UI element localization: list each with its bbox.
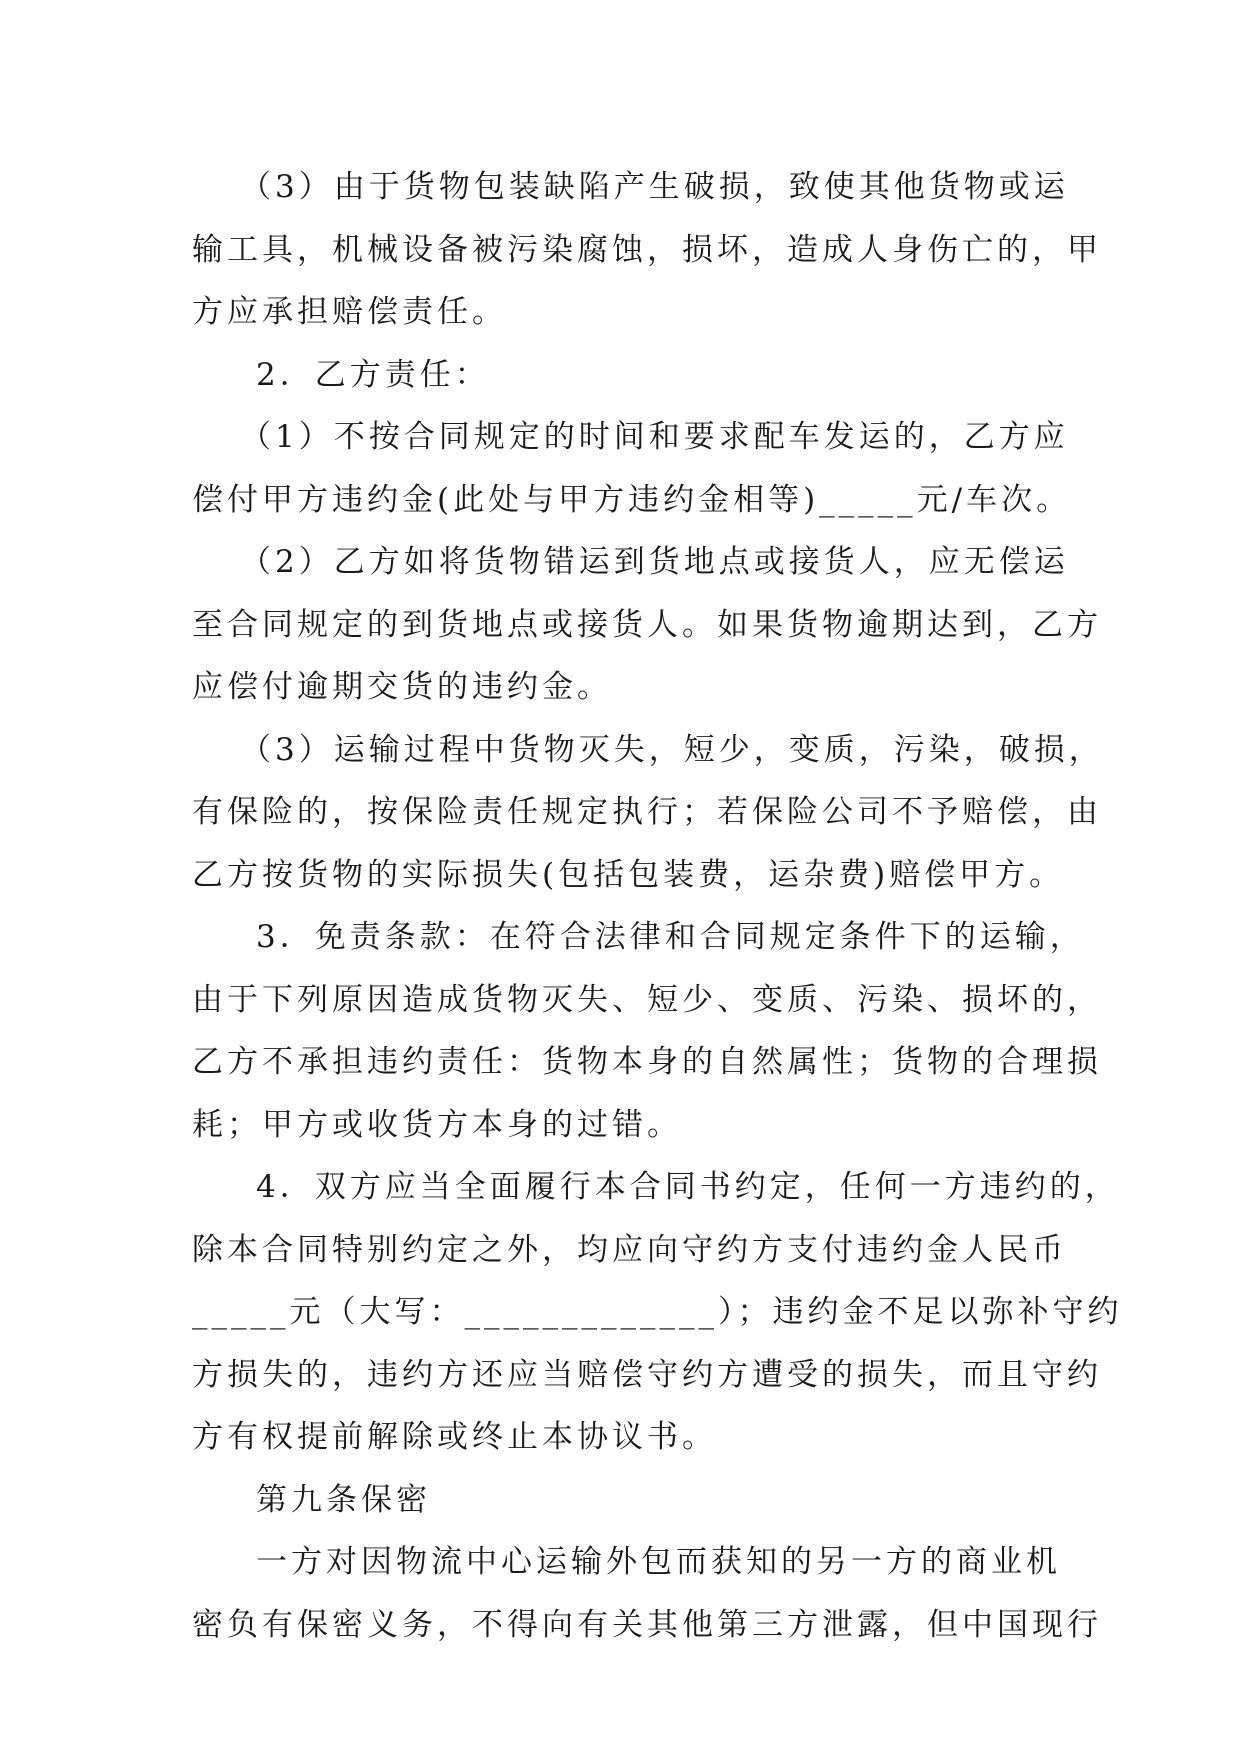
paragraph-line: 至合同规定的到货地点或接货人。如果货物逾期达到，乙方: [192, 606, 1102, 643]
paragraph-line: 偿付甲方违约金(此处与甲方违约金相等)_____元/车次。: [192, 481, 1072, 518]
document-body: [192, 156, 1123, 1656]
paragraph-line: 有保险的，按保险责任规定执行；若保险公司不予赔偿，由: [192, 794, 1102, 830]
paragraph-line: （3）运输过程中货物灭失，短少，变质，污染，破损，: [240, 731, 1104, 768]
section-heading: 2．乙方责任：: [256, 356, 490, 393]
paragraph-line: （2）乙方如将货物错运到货地点或接货人，应无偿运: [240, 544, 1069, 580]
paragraph-line: 乙方按货物的实际损失(包括包装费，运杂费)赔偿甲方。: [192, 856, 1065, 893]
paragraph-line: 由于下列原因造成货物灭失、短少、变质、污染、损坏的，: [192, 981, 1102, 1018]
paragraph-line: 方应承担赔偿责任。: [192, 294, 507, 330]
paragraph-line: 乙方不承担违约责任：货物本身的自然属性；货物的合理损: [192, 1044, 1102, 1080]
paragraph-line: （1）不按合同规定的时间和要求配车发运的，乙方应: [240, 419, 1069, 455]
paragraph-line: 输工具，机械设备被污染腐蚀，损坏，造成人身伤亡的，甲: [192, 231, 1102, 268]
paragraph-line: 密负有保密义务，不得向有关其他第三方泄露，但中国现行: [192, 1606, 1102, 1643]
paragraph-line: 方损失的，违约方还应当赔偿守约方遭受的损失，而且守约: [192, 1356, 1102, 1393]
paragraph-line: 一方对因物流中心运输外包而获知的另一方的商业机: [256, 1544, 1061, 1580]
paragraph-line: _____元（大写：_____________）；违约金不足以弥补守约: [192, 1294, 1123, 1330]
paragraph-line: 耗；甲方或收货方本身的过错。: [192, 1106, 682, 1143]
paragraph-line: （3）由于货物包装缺陷产生破损，致使其他货物或运: [240, 169, 1069, 205]
article-heading: 第九条保密: [256, 1481, 431, 1518]
paragraph-line: 除本合同特别约定之外，均应向守约方支付违约金人民币: [192, 1231, 1067, 1268]
paragraph-line: 方有权提前解除或终止本协议书。: [192, 1419, 717, 1455]
paragraph-line: 4．双方应当全面履行本合同书约定，任何一方违约的，: [256, 1169, 1120, 1205]
paragraph-line: 3．免责条款：在符合法律和合同规定条件下的运输，: [256, 919, 1085, 955]
paragraph-line: 应偿付逾期交货的违约金。: [192, 669, 612, 705]
